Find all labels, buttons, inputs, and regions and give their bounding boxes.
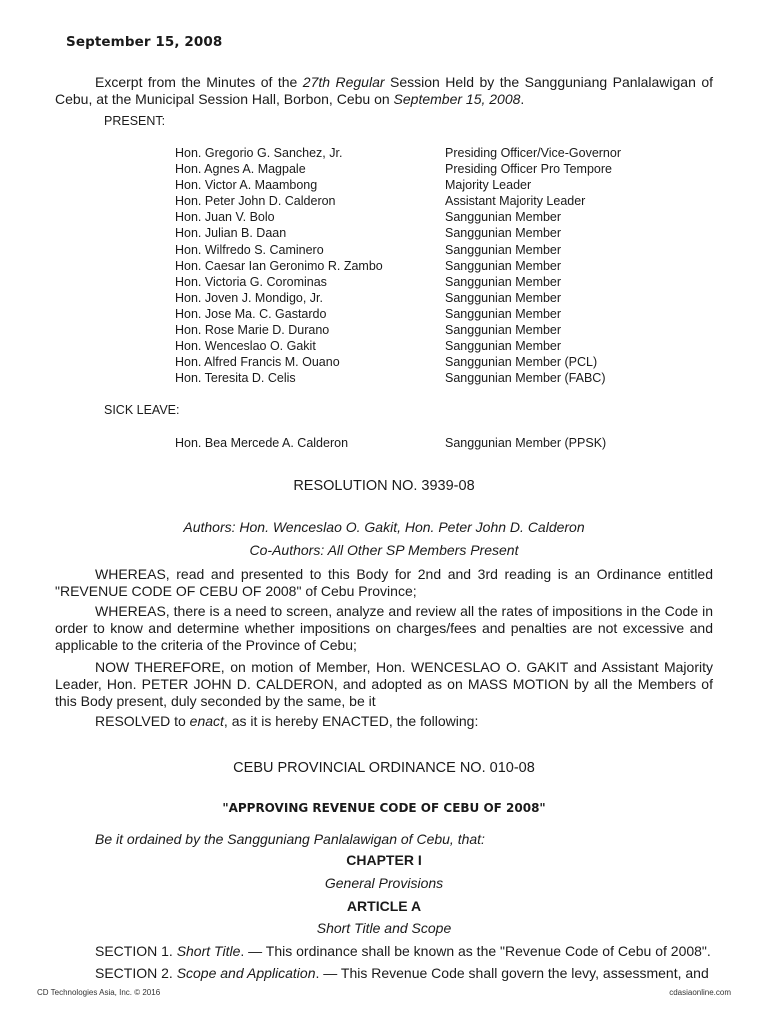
- article-title: Short Title and Scope: [316, 920, 452, 936]
- member-row: [175, 225, 695, 241]
- now-therefore-paragraph: [55, 659, 713, 710]
- member-name: Hon. Gregorio G. Sanchez, Jr.: [175, 146, 343, 160]
- resolved-enact: enact: [189, 713, 224, 729]
- resolution-coauthors: Co-Authors: All Other SP Members Present: [249, 542, 519, 558]
- member-role: Sanggunian Member: [445, 290, 562, 305]
- member-name: Hon. Juan V. Bolo: [175, 210, 275, 225]
- section-2: [55, 965, 713, 982]
- member-name: Hon. Julian B. Daan: [175, 226, 287, 241]
- intro-text-2: Session Held by the Sangguniang Panlalawigan of Cebu, at the Municipal Session Hall, Borbon, Cebu on: [55, 74, 714, 107]
- member-name: Hon. Wenceslao O. Gakit: [175, 339, 316, 354]
- members-list: [175, 145, 695, 386]
- intro-text-1: Excerpt from the Minutes of the: [95, 74, 303, 90]
- member-row: [175, 435, 695, 451]
- member-name: Hon. Alfred Francis M. Ouano: [175, 355, 340, 370]
- present-label: PRESENT:: [104, 114, 166, 128]
- member-role: Sanggunian Member (PPSK): [445, 436, 607, 450]
- member-role: Sanggunian Member: [445, 339, 562, 354]
- ordinance-title: CEBU PROVINCIAL ORDINANCE NO. 010-08: [233, 760, 535, 776]
- sick-leave-list: [175, 435, 695, 451]
- member-role: Sanggunian Member: [445, 226, 562, 241]
- footer-copyright: CD Technologies Asia, Inc. © 2016: [37, 988, 161, 997]
- member-role: Sanggunian Member (PCL): [445, 355, 598, 370]
- section-2-title: Scope and Application: [176, 965, 316, 981]
- member-role: Sanggunian Member: [445, 258, 562, 273]
- member-row: [175, 209, 695, 225]
- ordained-clause: Be it ordained by the Sangguniang Panlalawigan of Cebu, that:: [95, 831, 485, 847]
- now-therefore-text: NOW THEREFORE, on motion of Member, Hon. WENCESLAO O. GAKIT and Assistant Majority Leader, Hon. PETER JOHN D. CALDERON, and adopted as on MASS MOTION by all the Members of this Body present, duly seconded by the same, be it: [55, 659, 713, 709]
- member-name: Hon. Rose Marie D. Durano: [175, 323, 330, 338]
- member-row: [175, 306, 695, 322]
- whereas-paragraph-1: [55, 566, 713, 600]
- section-2-label: SECTION 2.: [95, 965, 177, 981]
- member-row: [175, 370, 695, 386]
- member-role: Assistant Majority Leader: [445, 194, 586, 209]
- member-row: [175, 290, 695, 306]
- section-1: [55, 943, 713, 960]
- chapter-heading: CHAPTER I: [346, 852, 422, 868]
- resolution-authors: Authors: Hon. Wenceslao O. Gakit, Hon. Peter John D. Calderon: [183, 519, 585, 535]
- member-name: Hon. Bea Mercede A. Calderon: [175, 436, 349, 450]
- member-role: Majority Leader: [445, 178, 532, 193]
- chapter-title: General Provisions: [324, 875, 444, 891]
- member-name: Hon. Victor A. Maambong: [175, 178, 318, 193]
- member-name: Hon. Agnes A. Magpale: [175, 162, 306, 177]
- resolved-text-1: RESOLVED to: [95, 713, 190, 729]
- ordinance-subtitle: "APPROVING REVENUE CODE OF CEBU OF 2008": [222, 801, 546, 815]
- member-role: Sanggunian Member: [445, 306, 562, 321]
- intro-text-3: .: [520, 91, 525, 107]
- section-2-text: . — This Revenue Code shall govern the levy, assessment, and: [315, 965, 709, 981]
- session-date: September 15, 2008: [393, 91, 521, 107]
- member-name: Hon. Teresita D. Celis: [175, 371, 296, 386]
- resolution-title: RESOLUTION NO. 3939-08: [293, 478, 475, 494]
- member-role: Sanggunian Member: [445, 274, 562, 289]
- member-name: Hon. Wilfredo S. Caminero: [175, 242, 324, 257]
- member-role: Sanggunian Member: [445, 323, 562, 338]
- member-role: Sanggunian Member: [445, 210, 562, 225]
- member-name: Hon. Victoria G. Corominas: [175, 274, 327, 289]
- member-row: [175, 177, 695, 193]
- member-role: Sanggunian Member: [445, 242, 562, 257]
- member-row: [175, 354, 695, 370]
- footer-site: cdasiaonline.com: [669, 988, 731, 997]
- resolved-text-2: , as it is hereby ENACTED, the following:: [223, 713, 479, 729]
- whereas-text-2: WHEREAS, there is a need to screen, analyze and review all the rates of impositions in the Code in order to know and determine whether impositions on charges/fees and penalties are not excessive and applicable to the criteria of the Province of Cebu;: [55, 603, 713, 653]
- resolved-paragraph: [55, 713, 713, 730]
- sick-leave-label: SICK LEAVE:: [104, 403, 180, 417]
- member-name: Hon. Caesar Ian Geronimo R. Zambo: [175, 258, 383, 273]
- member-name: Hon. Joven J. Mondigo, Jr.: [175, 290, 323, 305]
- member-name: Hon. Jose Ma. C. Gastardo: [175, 306, 327, 321]
- member-row: [175, 242, 695, 258]
- member-name: Hon. Peter John D. Calderon: [175, 194, 336, 209]
- member-row: [175, 274, 695, 290]
- whereas-paragraph-2: [55, 603, 713, 654]
- intro-paragraph: [55, 74, 713, 108]
- member-role: Presiding Officer Pro Tempore: [445, 162, 612, 177]
- session-name: 27th Regular: [302, 74, 385, 90]
- document-date: September 15, 2008: [66, 34, 223, 50]
- section-1-text: . — This ordinance shall be known as the "Revenue Code of Cebu of 2008".: [240, 943, 711, 959]
- member-row: [175, 322, 695, 338]
- whereas-text-1: WHEREAS, read and presented to this Body for 2nd and 3rd reading is an Ordinance entitled "REVENUE CODE OF CEBU OF 2008" of Cebu Province;: [55, 566, 713, 599]
- member-role: Sanggunian Member (FABC): [445, 371, 606, 386]
- section-1-title: Short Title: [176, 943, 241, 959]
- member-row: [175, 258, 695, 274]
- article-heading: ARTICLE A: [346, 898, 422, 914]
- member-row: [175, 193, 695, 209]
- section-1-label: SECTION 1.: [95, 943, 177, 959]
- member-row: [175, 161, 695, 177]
- member-row: [175, 338, 695, 354]
- member-row: [175, 145, 695, 161]
- member-role: Presiding Officer/Vice-Governor: [445, 146, 622, 160]
